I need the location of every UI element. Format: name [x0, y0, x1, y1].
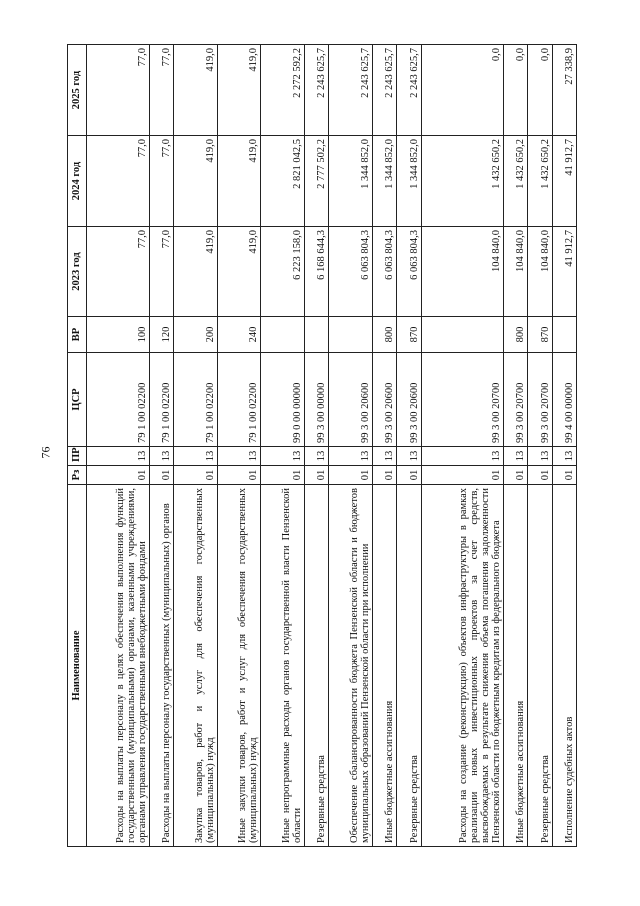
cell-pr: 13 [261, 447, 305, 466]
table-header-row [68, 45, 87, 847]
budget-table [67, 44, 577, 847]
cell-2025: 2 243 625,7 [372, 45, 396, 136]
cell-csr: 99 3 00 20700 [503, 353, 527, 447]
cell-pr: 13 [528, 447, 552, 466]
cell-csr: 79 1 00 02200 [217, 353, 261, 447]
table-row [329, 45, 373, 847]
table-row [174, 45, 218, 847]
cell-vr [552, 317, 576, 353]
cell-2025: 2 243 625,7 [304, 45, 328, 136]
table-row [149, 45, 173, 847]
cell-csr: 99 3 00 20700 [421, 353, 503, 447]
cell-rz: 01 [503, 466, 527, 485]
cell-csr: 99 3 00 20600 [372, 353, 396, 447]
cell-rz: 01 [304, 466, 328, 485]
cell-name: Закупка товаров, работ и услуг для обеспечения государственных (муниципальных) нужд [174, 485, 218, 847]
cell-rz: 01 [329, 466, 373, 485]
cell-rz: 01 [174, 466, 218, 485]
cell-vr: 240 [217, 317, 261, 353]
cell-2024: 1 432 650,2 [503, 136, 527, 227]
cell-2024: 1 432 650,2 [421, 136, 503, 227]
cell-2023: 104 840,0 [421, 227, 503, 317]
cell-name: Иные непрограммные расходы органов государственной власти Пензенской области [261, 485, 305, 847]
cell-2025: 419,0 [174, 45, 218, 136]
cell-2024: 1 344 852,0 [372, 136, 396, 227]
header-name: Наименование [68, 485, 87, 847]
cell-pr: 13 [329, 447, 373, 466]
cell-name: Резервные средства [397, 485, 421, 847]
cell-2023: 104 840,0 [503, 227, 527, 317]
cell-2025: 27 338,9 [552, 45, 576, 136]
cell-pr: 13 [87, 447, 150, 466]
cell-vr [304, 317, 328, 353]
header-2023: 2023 год [68, 227, 87, 317]
cell-name: Исполнение судебных актов [552, 485, 576, 847]
cell-vr: 870 [397, 317, 421, 353]
table-row [503, 45, 527, 847]
cell-csr: 79 1 00 02200 [174, 353, 218, 447]
rotated-page-content [67, 45, 577, 847]
cell-2025: 77,0 [87, 45, 150, 136]
cell-vr: 100 [87, 317, 150, 353]
page-number: 76 [38, 446, 53, 459]
cell-vr: 800 [372, 317, 396, 353]
cell-2023: 419,0 [174, 227, 218, 317]
cell-2024: 1 344 852,0 [329, 136, 373, 227]
table-row [397, 45, 421, 847]
cell-vr: 870 [528, 317, 552, 353]
table-row [372, 45, 396, 847]
cell-vr [261, 317, 305, 353]
cell-2024: 41 912,7 [552, 136, 576, 227]
cell-pr: 13 [149, 447, 173, 466]
cell-name: Расходы на выплаты персоналу в целях обеспечения выполнения функций государственными (муниципальными) органами, казенными учреждениями, органами управления государственными внебюджетными фондами [87, 485, 150, 847]
header-2024: 2024 год [68, 136, 87, 227]
cell-pr: 13 [174, 447, 218, 466]
cell-rz: 01 [421, 466, 503, 485]
cell-2023: 6 063 804,3 [329, 227, 373, 317]
cell-name: Обеспечение сбалансированности бюджета Пензенской области и бюджетов муниципальных образований Пензенской области при исполнении [329, 485, 373, 847]
cell-2024: 77,0 [149, 136, 173, 227]
cell-name: Иные закупки товаров, работ и услуг для обеспечения государственных (муниципальных) нужд [217, 485, 261, 847]
cell-pr: 13 [421, 447, 503, 466]
cell-csr: 99 3 00 20600 [397, 353, 421, 447]
cell-rz: 01 [528, 466, 552, 485]
cell-2023: 6 063 804,3 [397, 227, 421, 317]
cell-csr: 79 1 00 02200 [87, 353, 150, 447]
cell-rz: 01 [552, 466, 576, 485]
cell-2025: 0,0 [421, 45, 503, 136]
table-row [304, 45, 328, 847]
cell-2023: 419,0 [217, 227, 261, 317]
cell-2025: 2 272 592,2 [261, 45, 305, 136]
cell-csr: 99 3 00 00000 [304, 353, 328, 447]
header-2025: 2025 год [68, 45, 87, 136]
cell-2024: 1 344 852,0 [397, 136, 421, 227]
cell-2023: 77,0 [87, 227, 150, 317]
cell-2024: 1 432 650,2 [528, 136, 552, 227]
cell-name: Резервные средства [304, 485, 328, 847]
header-pr: ПР [68, 447, 87, 466]
cell-name: Резервные средства [528, 485, 552, 847]
cell-pr: 13 [552, 447, 576, 466]
cell-2023: 104 840,0 [528, 227, 552, 317]
cell-2023: 6 168 644,3 [304, 227, 328, 317]
cell-2023: 6 063 804,3 [372, 227, 396, 317]
cell-csr: 99 0 00 00000 [261, 353, 305, 447]
cell-vr [329, 317, 373, 353]
cell-pr: 13 [397, 447, 421, 466]
cell-2025: 0,0 [528, 45, 552, 136]
cell-csr: 99 3 00 20700 [528, 353, 552, 447]
cell-vr [421, 317, 503, 353]
cell-pr: 13 [304, 447, 328, 466]
cell-2025: 2 243 625,7 [397, 45, 421, 136]
cell-2024: 419,0 [217, 136, 261, 227]
cell-rz: 01 [217, 466, 261, 485]
cell-name: Иные бюджетные ассигнования [372, 485, 396, 847]
table-row [217, 45, 261, 847]
cell-rz: 01 [149, 466, 173, 485]
table-row [552, 45, 576, 847]
cell-pr: 13 [372, 447, 396, 466]
cell-pr: 13 [503, 447, 527, 466]
cell-csr: 99 3 00 20600 [329, 353, 373, 447]
cell-2023: 6 223 158,0 [261, 227, 305, 317]
cell-vr: 120 [149, 317, 173, 353]
table-row [261, 45, 305, 847]
cell-rz: 01 [87, 466, 150, 485]
cell-name: Иные бюджетные ассигнования [503, 485, 527, 847]
cell-name: Расходы на создание (реконструкцию) объектов инфраструктуры в рамках реализации новых инвестиционных проектов за счет средств, высвобождаемых в результате снижения объема погашения задолженности Пензенской области по бюджетным кредитам из федерального бюджета [421, 485, 503, 847]
cell-csr: 79 1 00 02200 [149, 353, 173, 447]
cell-2024: 2 777 502,2 [304, 136, 328, 227]
cell-pr: 13 [217, 447, 261, 466]
header-rz: Рз [68, 466, 87, 485]
cell-2025: 0,0 [503, 45, 527, 136]
cell-2024: 2 821 042,5 [261, 136, 305, 227]
cell-2024: 419,0 [174, 136, 218, 227]
cell-rz: 01 [397, 466, 421, 485]
cell-csr: 99 4 00 00000 [552, 353, 576, 447]
cell-rz: 01 [372, 466, 396, 485]
header-csr: ЦСР [68, 353, 87, 447]
cell-rz: 01 [261, 466, 305, 485]
cell-2024: 77,0 [87, 136, 150, 227]
cell-2023: 41 912,7 [552, 227, 576, 317]
cell-name: Расходы на выплаты персоналу государственных (муниципальных) органов [149, 485, 173, 847]
table-row [421, 45, 503, 847]
cell-vr: 200 [174, 317, 218, 353]
cell-2023: 77,0 [149, 227, 173, 317]
cell-2025: 2 243 625,7 [329, 45, 373, 136]
table-row [528, 45, 552, 847]
header-vr: ВР [68, 317, 87, 353]
cell-vr: 800 [503, 317, 527, 353]
cell-2025: 419,0 [217, 45, 261, 136]
cell-2025: 77,0 [149, 45, 173, 136]
table-row [87, 45, 150, 847]
